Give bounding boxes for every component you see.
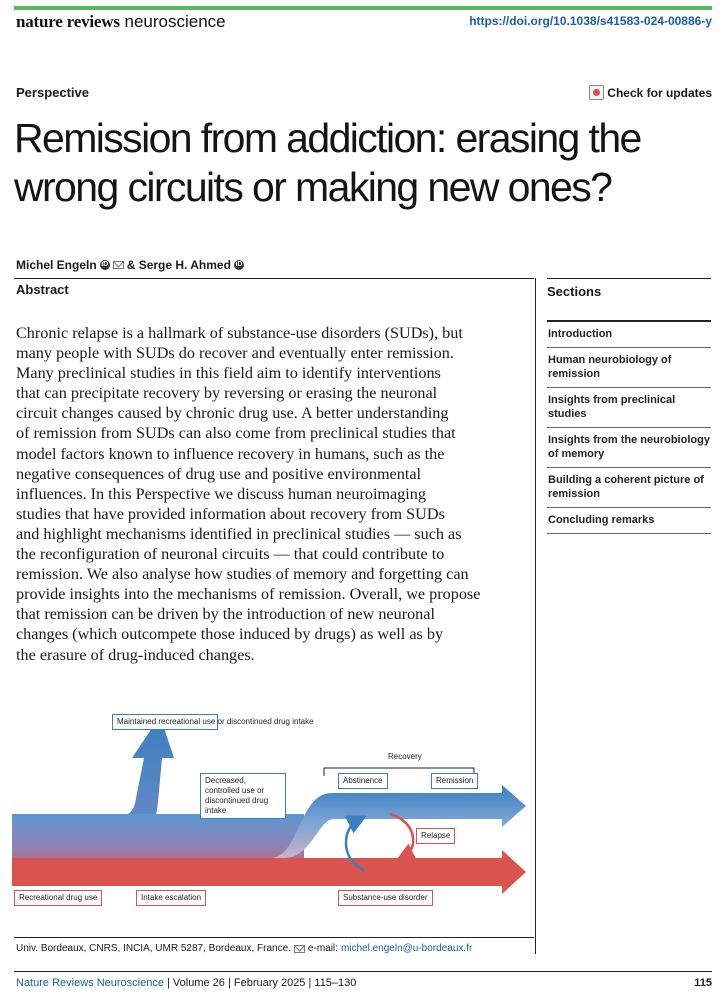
recovery-diagram: [12, 710, 532, 925]
journal-name-bold: nature reviews: [16, 12, 120, 31]
crossmark-icon: [589, 85, 604, 100]
abstract-rule: [14, 278, 534, 279]
abstract-line: the reconfiguration of neuronal circuits — that could contribute to: [16, 545, 445, 564]
label-recovery: Recovery: [388, 752, 422, 761]
affiliation-rule: [14, 937, 534, 938]
label-recreational-use: Recreational drug use: [14, 890, 102, 906]
article-type: Perspective: [16, 85, 89, 100]
abstract-line: negative consequences of drug use and positive environmental: [16, 464, 422, 483]
author-name[interactable]: & Serge H. Ahmed: [126, 258, 231, 272]
abstract-line: model factors known to influence recovery in humans, such as the: [16, 444, 445, 463]
section-link-human-neurobiology[interactable]: Human neurobiology of remission: [547, 347, 711, 387]
abstract-heading: Abstract: [16, 282, 69, 297]
page-number: 115: [694, 977, 712, 989]
label-intake-escalation: Intake escalation: [136, 890, 206, 906]
abstract-line: the erasure of drug-induced changes.: [16, 645, 255, 664]
abstract-line: changes (which outcompete those induced by drugs) as well as by: [16, 625, 444, 644]
abstract-line: of remission from SUDs can also come from preclinical studies that: [16, 424, 456, 443]
label-abstinence: Abstinence: [338, 773, 388, 789]
journal-name-light: neuroscience: [124, 12, 226, 31]
affiliation: [16, 943, 472, 954]
email-prefix: e-mail:: [307, 943, 338, 954]
label-relapse: Relapse: [416, 828, 455, 844]
abstract-text: [16, 323, 536, 665]
header-accent-rule: [14, 6, 712, 10]
abstract-line: provide insights into the mechanisms of remission. Overall, we propose: [16, 585, 481, 604]
label-maintained-use: Maintained recreational use or discontinued drug intake: [112, 714, 218, 730]
section-link-coherent-picture[interactable]: Building a coherent picture of remission: [547, 467, 711, 507]
section-link-concluding[interactable]: Concluding remarks: [547, 507, 711, 534]
label-sud: Substance-use disorder: [338, 890, 433, 906]
footer-rule: [14, 971, 712, 972]
abstract-line: circuit changes caused by chronic drug use. A better understanding: [16, 404, 449, 423]
abstract-line: studies that have provided information about recovery from SUDs: [16, 504, 445, 523]
abstract-line: and highlight mechanisms identified in preclinical studies — such as: [16, 524, 462, 543]
check-updates-button[interactable]: [589, 85, 712, 100]
email-icon: [294, 945, 305, 953]
section-link-introduction[interactable]: Introduction: [547, 320, 711, 347]
email-icon[interactable]: [113, 261, 124, 269]
relapse-loop-arrow: [390, 814, 413, 857]
footer-citation: [16, 977, 356, 989]
footer-issue: | Volume 26 | February 2025 | 115–130: [167, 977, 357, 989]
sections-heading: Sections: [547, 278, 711, 320]
abstract-line: that remission can be driven by the introduction of new neuronal: [16, 605, 435, 624]
check-updates-label: Check for updates: [607, 85, 712, 100]
abstract-line: influences. In this Perspective we discuss human neuroimaging: [16, 484, 426, 503]
orcid-icon[interactable]: iD: [235, 261, 243, 268]
abstract-line: remission. We also analyse how studies of memory and forgetting can: [16, 565, 469, 584]
recovery-arrow: [270, 785, 526, 858]
section-link-memory[interactable]: Insights from the neurobiology of memory: [547, 427, 711, 467]
footer-journal-link[interactable]: Nature Reviews Neuroscience: [16, 977, 164, 989]
abstract-line: Many preclinical studies in this field aim to identify interventions: [16, 364, 441, 383]
label-remission: Remission: [431, 773, 478, 789]
affiliation-text: Univ. Bordeaux, CNRS, INCIA, UMR 5287, Bordeaux, France.: [16, 943, 291, 954]
abstract-line: that can precipitate recovery by reversing or erasing the neuronal: [16, 384, 438, 403]
article-title: Remission from addiction: erasing the wrong circuits or making new ones?: [14, 115, 641, 210]
orcid-icon[interactable]: iD: [101, 261, 109, 268]
label-decreased-use: Decreased, controlled use or discontinued drug intake: [200, 773, 286, 819]
section-link-preclinical[interactable]: Insights from preclinical studies: [547, 387, 711, 427]
journal-logo[interactable]: [16, 12, 226, 32]
abstract-line: many people with SUDs do recover and eventually enter remission.: [16, 344, 454, 363]
author-name[interactable]: Michel Engeln: [16, 258, 97, 272]
email-link[interactable]: michel.engeln@u-bordeaux.fr: [340, 943, 473, 954]
abstract-line: Chronic relapse is a hallmark of substance-use disorders (SUDs), but: [16, 324, 463, 342]
doi-link[interactable]: https://doi.org/10.1038/s41583-024-00886-y: [469, 14, 712, 28]
sections-nav: [547, 278, 711, 534]
author-list: [16, 258, 244, 272]
